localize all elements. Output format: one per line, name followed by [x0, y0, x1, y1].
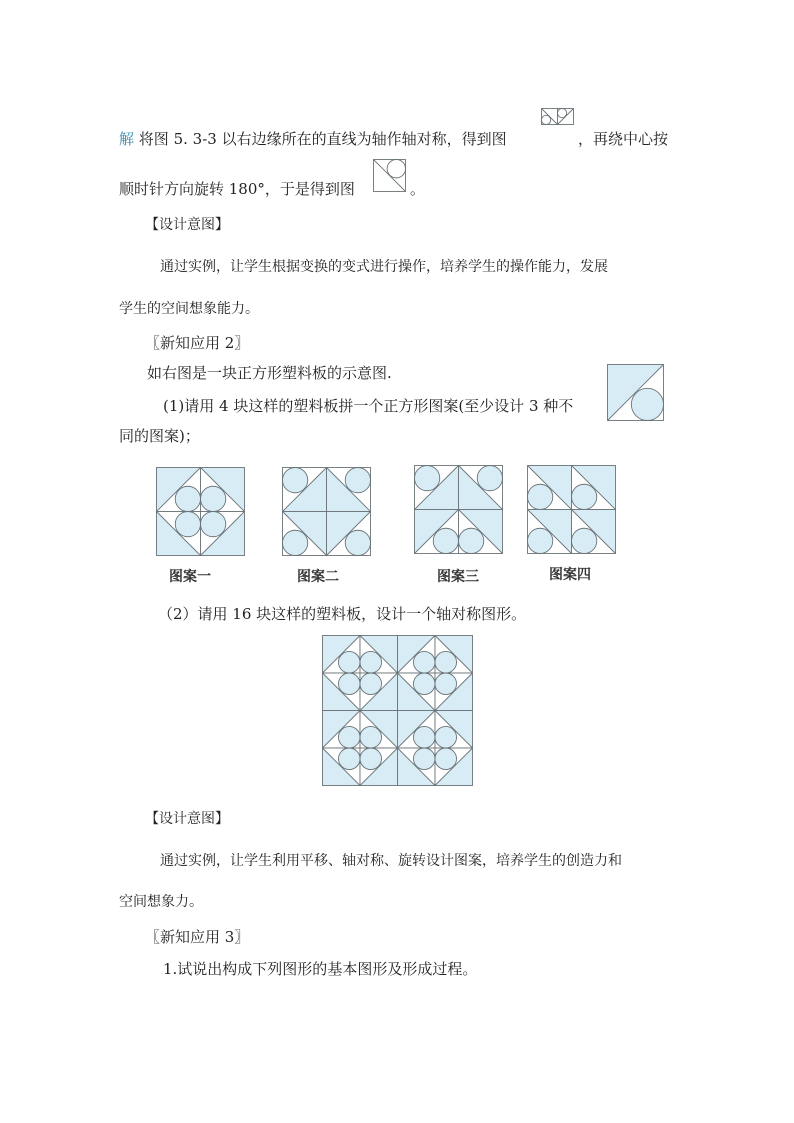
pattern-2-group: [283, 468, 371, 556]
pattern-2-caption: 图案二: [297, 569, 339, 585]
app2-intro: 如右图是一块正方形塑料板的示意图.: [147, 364, 392, 382]
tile: [201, 512, 245, 556]
solution-line-1: [119, 128, 507, 149]
pattern-3: [414, 465, 504, 553]
tile: [374, 160, 406, 192]
pattern-1-caption: 图案一: [169, 569, 211, 585]
tile: [323, 636, 361, 674]
tile: [157, 512, 201, 556]
pattern-1: [156, 467, 246, 555]
tile: [398, 711, 436, 749]
tile: [435, 711, 473, 749]
pattern-2: [282, 467, 372, 555]
pattern-4: [527, 465, 617, 553]
tile: [398, 673, 436, 711]
tile: [459, 510, 503, 554]
figure-tile-reflected: [541, 108, 574, 139]
pattern-3-group: [415, 466, 503, 554]
tile: [572, 466, 616, 510]
intent2-line-1: 通过实例，让学生利用平移、轴对称、旋转设计图案，培养学生的创造力和: [160, 853, 622, 869]
app2-q1-line-1: (1)请用 4 块这样的塑料板拼一个正方形图案(至少设计 3 种不: [163, 397, 574, 415]
pattern-1-group: [157, 468, 245, 556]
tile: [415, 510, 459, 554]
tile: [323, 711, 361, 749]
intent2-line-2: 空间想象力。: [119, 894, 203, 910]
tile: [283, 512, 327, 556]
solution-label: 解: [119, 130, 135, 148]
app2-q1-line-2: 同的图案)；: [119, 427, 200, 445]
tile: [415, 466, 459, 510]
intent1-heading: 【设计意图】: [145, 217, 229, 233]
tile: [435, 748, 473, 786]
tile: [435, 636, 473, 674]
tile: [398, 748, 436, 786]
tile: [323, 748, 361, 786]
tile: [360, 673, 398, 711]
tile-rotated-group: [374, 160, 406, 192]
tile: [435, 673, 473, 711]
tile: [327, 468, 371, 512]
plastic-board-figure: [607, 364, 665, 422]
pattern-3-caption: 图案三: [437, 569, 479, 585]
intent1-line-2: 学生的空间想象能力。: [119, 301, 259, 317]
pattern-4-group: [528, 466, 616, 554]
tile: [327, 512, 371, 556]
tile: [608, 365, 664, 421]
solution-text-2b: 。: [410, 180, 426, 198]
intent1-line-1: 通过实例，让学生根据变换的变式进行操作，培养学生的操作能力，发展: [160, 259, 608, 275]
tile: [157, 468, 201, 512]
tile: [459, 466, 503, 510]
solution-text-1b: ，再绕中心按: [578, 130, 669, 148]
plastic-board-group: [608, 365, 664, 421]
app2-heading: 〖新知应用 2〗: [145, 334, 250, 352]
tile: [201, 468, 245, 512]
tile: [528, 510, 572, 554]
tile: [398, 636, 436, 674]
app3-q1: 1.试说出构成下列图形的基本图形及形成过程。: [163, 960, 478, 978]
tile: [558, 109, 574, 125]
figure-tile-rotated: [373, 159, 406, 190]
tile: [572, 510, 616, 554]
tile: [360, 636, 398, 674]
pattern-4-caption: 图案四: [549, 567, 591, 583]
tile: [323, 673, 361, 711]
solution-text-1a: 将图 5. 3-3 以右边缘所在的直线为轴作轴对称，得到图: [138, 130, 507, 148]
pattern-16-group: [323, 636, 473, 786]
tile-reflected-group: [542, 109, 574, 125]
app2-q2: （2）请用 16 块这样的塑料板，设计一个轴对称图形。: [158, 605, 527, 623]
intent2-heading: 【设计意图】: [145, 811, 229, 827]
pattern-16-boards: [322, 635, 474, 785]
tile: [360, 711, 398, 749]
tile: [360, 748, 398, 786]
tile: [528, 466, 572, 510]
tile: [542, 109, 558, 125]
tile: [283, 468, 327, 512]
solution-text-2a: 顺时针方向旋转 180°，于是得到图: [119, 180, 355, 198]
app3-heading: 〖新知应用 3〗: [145, 928, 250, 946]
